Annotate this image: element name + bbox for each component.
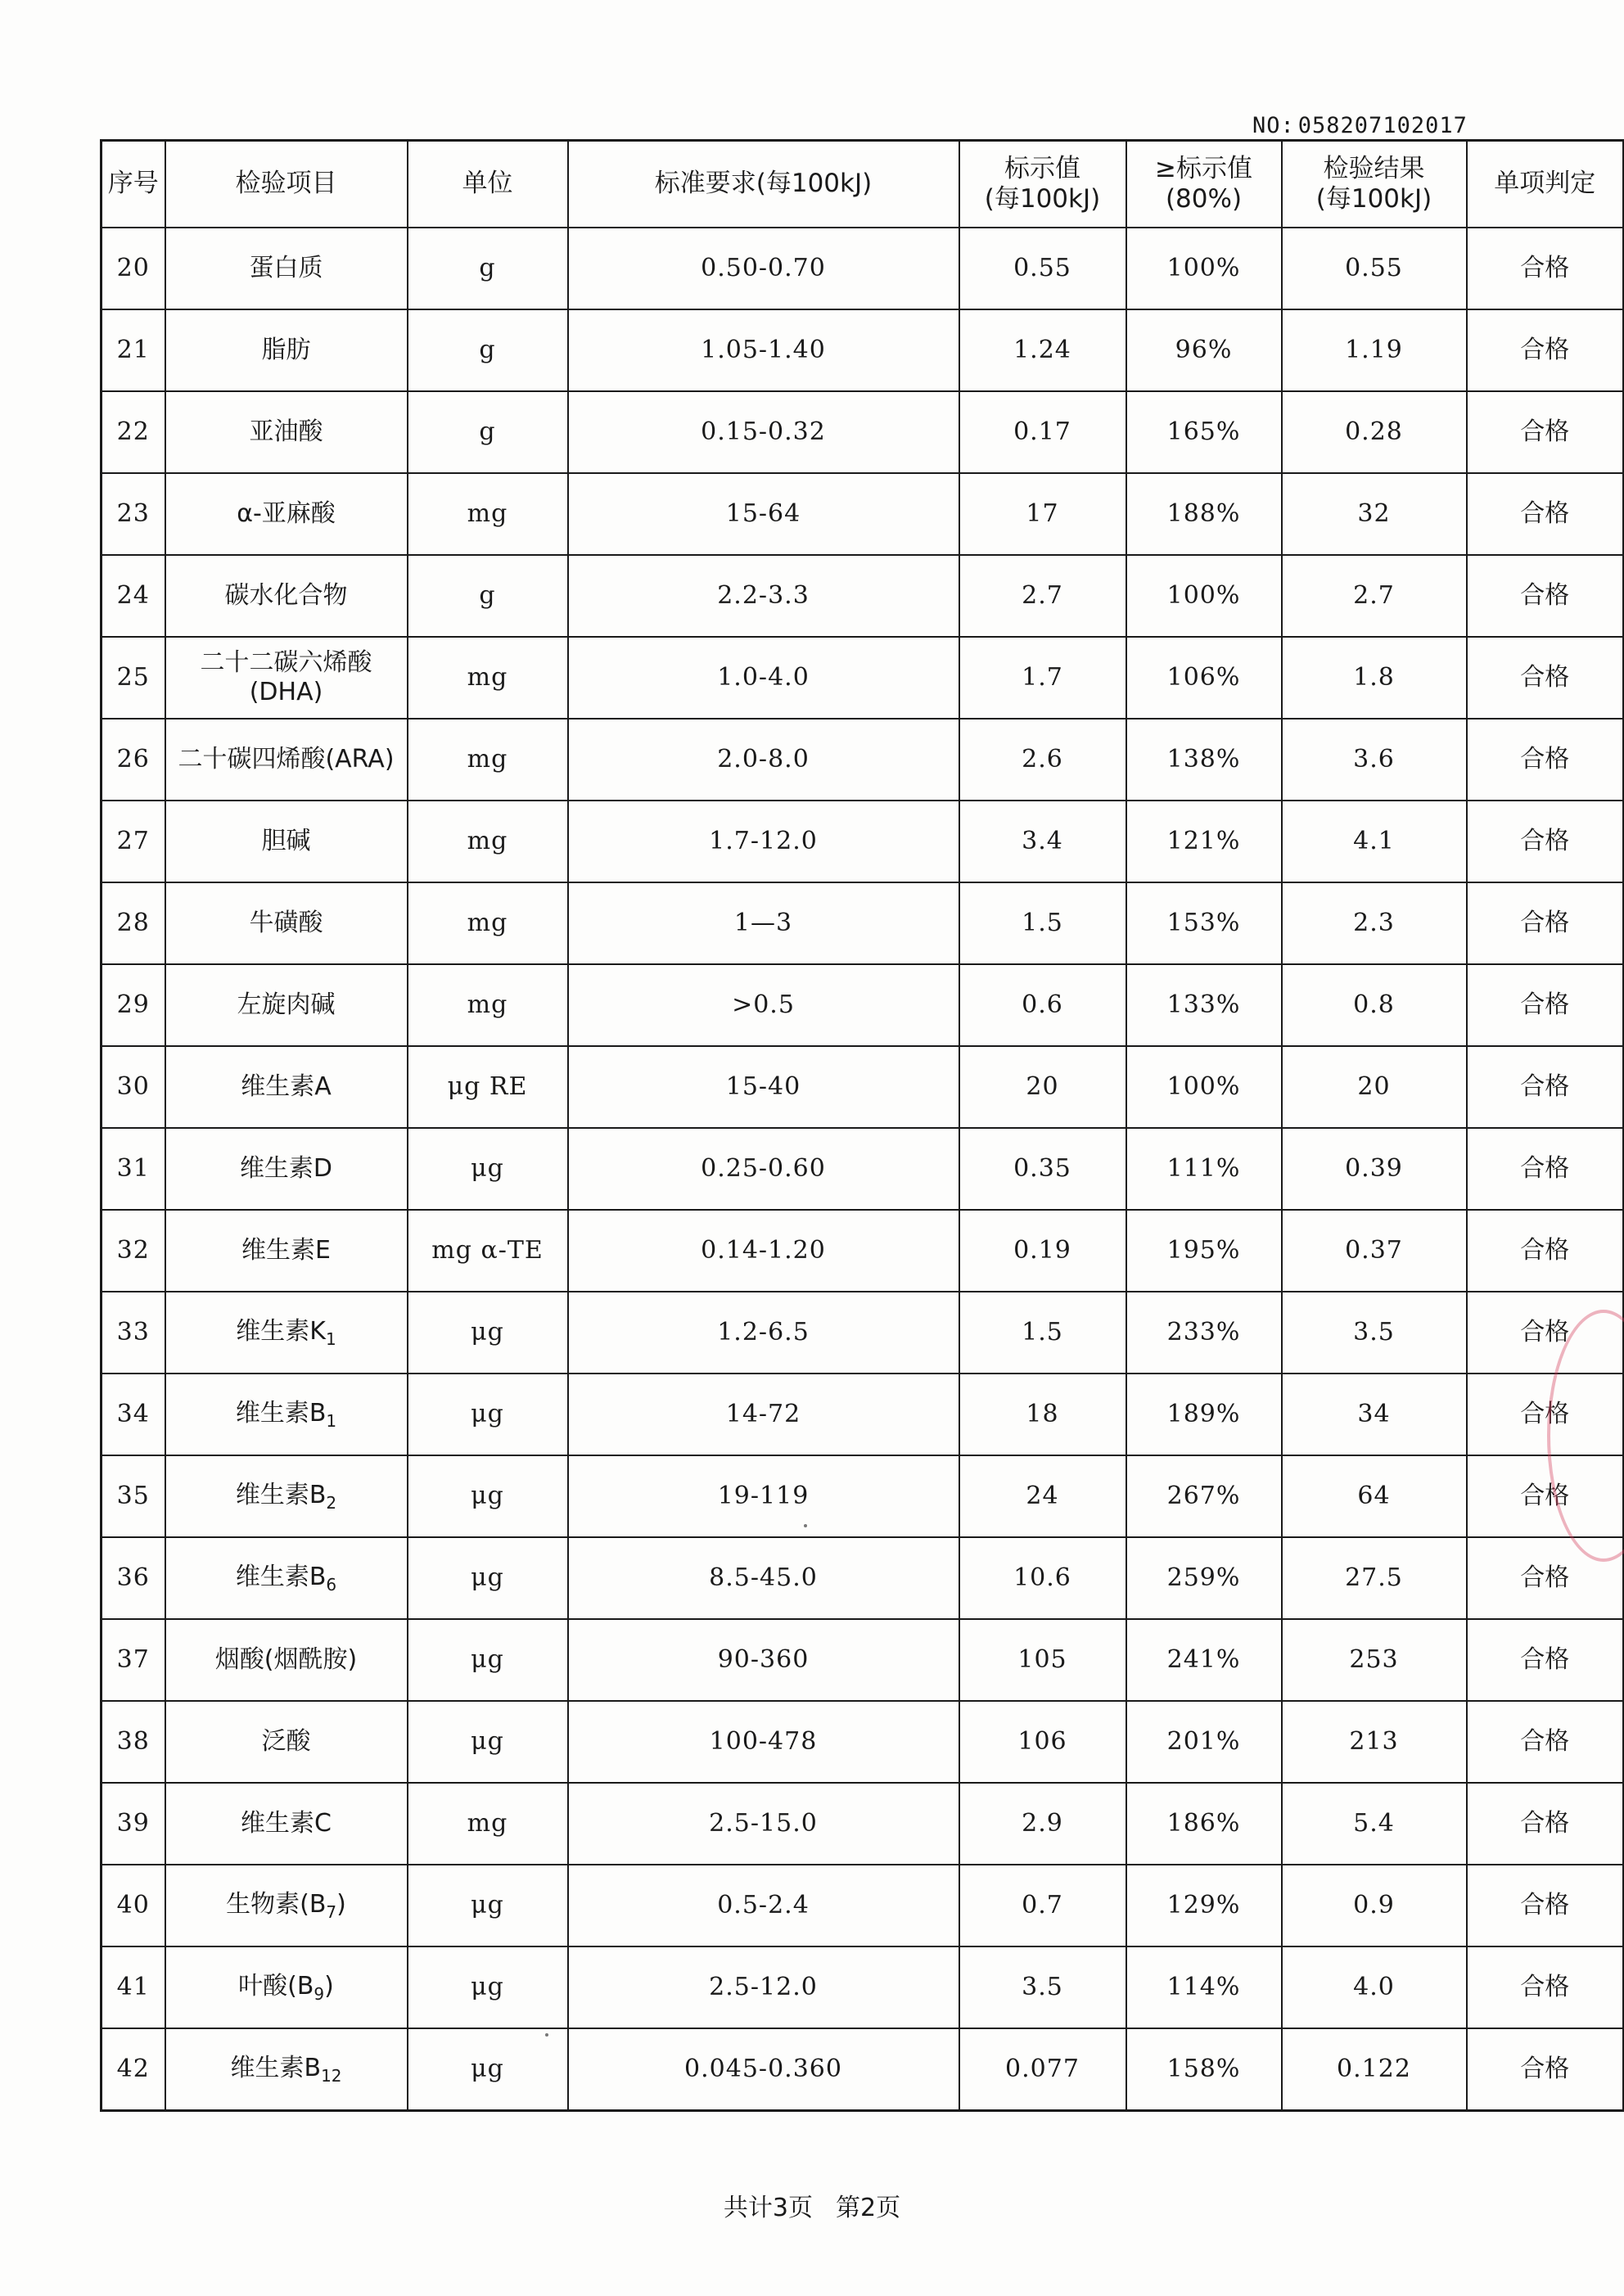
cell-result: 34 xyxy=(1282,1374,1467,1455)
cell-result: 0.122 xyxy=(1282,2028,1467,2111)
item-name: 烟酸(烟酰胺) xyxy=(214,1645,358,1674)
cell-seq: 31 xyxy=(102,1128,165,1210)
cell-standard: 0.5-2.4 xyxy=(568,1865,959,1946)
cell-seq: 26 xyxy=(102,719,165,801)
cell-unit: μg xyxy=(408,1455,568,1537)
table-row xyxy=(102,637,1624,719)
table-row xyxy=(102,1946,1624,2028)
table-row xyxy=(102,473,1624,555)
cell-standard: 100-478 xyxy=(568,1701,959,1783)
item-name: 维生素E xyxy=(241,1236,331,1265)
cell-result: 4.0 xyxy=(1282,1946,1467,2028)
header-label-value-line1: 标示值 xyxy=(1004,153,1080,183)
cell-item xyxy=(165,1537,408,1619)
cell-label-value: 20 xyxy=(959,1046,1126,1128)
item-name: 维生素B xyxy=(230,2053,322,2082)
cell-seq: 25 xyxy=(102,637,165,719)
cell-label-value: 0.55 xyxy=(959,228,1126,309)
cell-standard: 8.5-45.0 xyxy=(568,1537,959,1619)
table-row xyxy=(102,1374,1624,1455)
cell-label-value: 105 xyxy=(959,1619,1126,1701)
cell-result: 27.5 xyxy=(1282,1537,1467,1619)
cell-unit: μg xyxy=(408,1865,568,1946)
cell-seq: 27 xyxy=(102,801,165,882)
report-number xyxy=(1252,113,1468,138)
cell-percent: 201% xyxy=(1126,1701,1282,1783)
cell-unit: μg xyxy=(408,1537,568,1619)
cell-result: 0.37 xyxy=(1282,1210,1467,1292)
cell-label-value: 2.6 xyxy=(959,719,1126,801)
header-percent-line1: ≥标示值 xyxy=(1155,153,1252,183)
cell-result: 4.1 xyxy=(1282,801,1467,882)
table-row xyxy=(102,1455,1624,1537)
item-name: 维生素A xyxy=(241,1072,332,1101)
table-row xyxy=(102,228,1624,309)
header-label-value-line2: (每100kJ) xyxy=(984,184,1101,214)
cell-percent: 100% xyxy=(1126,228,1282,309)
cell-standard: 1.05-1.40 xyxy=(568,309,959,391)
cell-standard: 1.7-12.0 xyxy=(568,801,959,882)
item-name: 叶酸(B xyxy=(238,1971,314,2001)
table-row xyxy=(102,555,1624,637)
cell-label-value: 1.24 xyxy=(959,309,1126,391)
item-name: 脂肪 xyxy=(261,336,311,364)
cell-label-value: 24 xyxy=(959,1455,1126,1537)
cell-item xyxy=(165,1128,408,1210)
cell-judgment: 合格 xyxy=(1467,555,1624,637)
cell-standard: 90-360 xyxy=(568,1619,959,1701)
cell-seq: 34 xyxy=(102,1374,165,1455)
cell-unit: μg xyxy=(408,2028,568,2111)
cell-item xyxy=(165,2028,408,2111)
cell-seq: 30 xyxy=(102,1046,165,1128)
cell-unit: g xyxy=(408,228,568,309)
cell-item xyxy=(165,1455,408,1537)
cell-seq: 23 xyxy=(102,473,165,555)
cell-percent: 138% xyxy=(1126,719,1282,801)
cell-standard: 19-119 xyxy=(568,1455,959,1537)
cell-result: 2.3 xyxy=(1282,882,1467,964)
item-name: 牛磺酸 xyxy=(249,909,323,937)
cell-result: 20 xyxy=(1282,1046,1467,1128)
cell-item xyxy=(165,1701,408,1783)
cell-judgment: 合格 xyxy=(1467,1701,1624,1783)
cell-standard: 14-72 xyxy=(568,1374,959,1455)
table-row xyxy=(102,1701,1624,1783)
cell-percent: 241% xyxy=(1126,1619,1282,1701)
cell-seq: 38 xyxy=(102,1701,165,1783)
cell-result: 5.4 xyxy=(1282,1783,1467,1865)
cell-unit: mg xyxy=(408,637,568,719)
cell-result: 1.19 xyxy=(1282,309,1467,391)
item-name: 左旋肉碱 xyxy=(237,990,336,1019)
header-label-value xyxy=(959,141,1126,228)
header-judgment: 单项判定 xyxy=(1467,141,1624,228)
cell-judgment: 合格 xyxy=(1467,1292,1624,1374)
item-name: 泛酸 xyxy=(261,1727,311,1756)
cell-unit: mg xyxy=(408,882,568,964)
cell-judgment: 合格 xyxy=(1467,228,1624,309)
report-number-value: 058207102017 xyxy=(1297,113,1468,138)
cell-standard: 0.50-0.70 xyxy=(568,228,959,309)
cell-seq: 22 xyxy=(102,391,165,473)
item-name: 维生素K xyxy=(236,1316,326,1346)
cell-standard: 15-64 xyxy=(568,473,959,555)
cell-label-value: 0.17 xyxy=(959,391,1126,473)
header-result-line1: 检验结果 xyxy=(1323,153,1425,183)
cell-item xyxy=(165,309,408,391)
cell-judgment: 合格 xyxy=(1467,1946,1624,2028)
cell-item xyxy=(165,1619,408,1701)
cell-unit: mg xyxy=(408,964,568,1046)
cell-unit: mg α-TE xyxy=(408,1210,568,1292)
item-name: 维生素D xyxy=(239,1154,333,1183)
cell-standard: 2.5-15.0 xyxy=(568,1783,959,1865)
cell-percent: 153% xyxy=(1126,882,1282,964)
cell-item xyxy=(165,801,408,882)
cell-result: 0.9 xyxy=(1282,1865,1467,1946)
cell-judgment: 合格 xyxy=(1467,882,1624,964)
cell-standard: 2.5-12.0 xyxy=(568,1946,959,2028)
cell-judgment: 合格 xyxy=(1467,1619,1624,1701)
cell-percent: 96% xyxy=(1126,309,1282,391)
table-row xyxy=(102,1210,1624,1292)
table-row xyxy=(102,391,1624,473)
item-name: 亚油酸 xyxy=(249,417,323,446)
cell-label-value: 3.4 xyxy=(959,801,1126,882)
cell-result: 0.55 xyxy=(1282,228,1467,309)
header-standard: 标准要求(每100kJ) xyxy=(568,141,959,228)
table-row xyxy=(102,309,1624,391)
cell-percent: 106% xyxy=(1126,637,1282,719)
cell-percent: 100% xyxy=(1126,1046,1282,1128)
item-subscript: 6 xyxy=(326,1574,337,1595)
cell-result: 253 xyxy=(1282,1619,1467,1701)
cell-judgment: 合格 xyxy=(1467,2028,1624,2111)
header-result xyxy=(1282,141,1467,228)
cell-judgment: 合格 xyxy=(1467,391,1624,473)
cell-seq: 28 xyxy=(102,882,165,964)
cell-judgment: 合格 xyxy=(1467,309,1624,391)
cell-standard: 1.0-4.0 xyxy=(568,637,959,719)
cell-seq: 42 xyxy=(102,2028,165,2111)
cell-judgment: 合格 xyxy=(1467,1865,1624,1946)
cell-judgment: 合格 xyxy=(1467,473,1624,555)
cell-item xyxy=(165,637,408,719)
nutrition-test-table xyxy=(100,139,1624,2112)
table-row xyxy=(102,719,1624,801)
cell-seq: 41 xyxy=(102,1946,165,2028)
footer-current-page: 第2页 xyxy=(836,2194,901,2222)
cell-unit: μg xyxy=(408,1619,568,1701)
cell-result: 0.28 xyxy=(1282,391,1467,473)
cell-seq: 20 xyxy=(102,228,165,309)
cell-result: 32 xyxy=(1282,473,1467,555)
item-name: 碳水化合物 xyxy=(224,581,348,610)
cell-standard: 2.0-8.0 xyxy=(568,719,959,801)
cell-percent: 186% xyxy=(1126,1783,1282,1865)
cell-standard: 0.15-0.32 xyxy=(568,391,959,473)
cell-result: 3.6 xyxy=(1282,719,1467,801)
cell-unit: mg xyxy=(408,801,568,882)
table-row xyxy=(102,1537,1624,1619)
cell-unit: g xyxy=(408,391,568,473)
item-subscript: 2 xyxy=(326,1492,337,1513)
report-number-label: NO: xyxy=(1252,113,1295,138)
cell-judgment: 合格 xyxy=(1467,1046,1624,1128)
item-subscript: 7 xyxy=(326,1901,337,1922)
cell-item xyxy=(165,1783,408,1865)
cell-label-value: 2.9 xyxy=(959,1783,1126,1865)
scan-speck xyxy=(545,2033,548,2037)
cell-standard: >0.5 xyxy=(568,964,959,1046)
cell-result: 3.5 xyxy=(1282,1292,1467,1374)
cell-judgment: 合格 xyxy=(1467,801,1624,882)
table-row xyxy=(102,2028,1624,2111)
table-row xyxy=(102,1292,1624,1374)
table-row xyxy=(102,1783,1624,1865)
cell-unit: g xyxy=(408,555,568,637)
cell-item xyxy=(165,473,408,555)
cell-item xyxy=(165,228,408,309)
cell-result: 1.8 xyxy=(1282,637,1467,719)
cell-percent: 233% xyxy=(1126,1292,1282,1374)
cell-label-value: 10.6 xyxy=(959,1537,1126,1619)
cell-percent: 111% xyxy=(1126,1128,1282,1210)
item-subscript: 1 xyxy=(326,1410,337,1431)
cell-percent: 188% xyxy=(1126,473,1282,555)
table-row xyxy=(102,964,1624,1046)
cell-standard: 0.14-1.20 xyxy=(568,1210,959,1292)
cell-unit: mg xyxy=(408,473,568,555)
item-name: 二十碳四烯酸(ARA) xyxy=(178,745,395,774)
cell-seq: 21 xyxy=(102,309,165,391)
cell-percent: 129% xyxy=(1126,1865,1282,1946)
cell-percent: 133% xyxy=(1126,964,1282,1046)
item-subscript: 1 xyxy=(325,1328,336,1349)
item-name: 胆碱 xyxy=(261,827,311,855)
item-name: 生物素(B xyxy=(226,1889,327,1919)
page-footer xyxy=(0,2187,1624,2223)
header-percent xyxy=(1126,141,1282,228)
table-row xyxy=(102,1128,1624,1210)
item-name-tail: ) xyxy=(324,1971,334,2001)
cell-label-value: 0.6 xyxy=(959,964,1126,1046)
cell-label-value: 0.19 xyxy=(959,1210,1126,1292)
cell-unit: μg xyxy=(408,1292,568,1374)
cell-percent: 259% xyxy=(1126,1537,1282,1619)
cell-item xyxy=(165,555,408,637)
cell-standard: 1—3 xyxy=(568,882,959,964)
cell-standard: 0.045-0.360 xyxy=(568,2028,959,2111)
cell-seq: 33 xyxy=(102,1292,165,1374)
cell-judgment: 合格 xyxy=(1467,1374,1624,1455)
cell-unit: μg RE xyxy=(408,1046,568,1128)
table-body xyxy=(102,228,1624,2111)
item-name: 维生素B xyxy=(235,1562,327,1591)
cell-standard: 2.2-3.3 xyxy=(568,555,959,637)
cell-item xyxy=(165,882,408,964)
cell-seq: 40 xyxy=(102,1865,165,1946)
header-percent-line2: (80%) xyxy=(1165,184,1243,214)
header-item: 检验项目 xyxy=(165,141,408,228)
cell-unit: μg xyxy=(408,1701,568,1783)
cell-judgment: 合格 xyxy=(1467,964,1624,1046)
table-row xyxy=(102,882,1624,964)
cell-result: 0.39 xyxy=(1282,1128,1467,1210)
cell-standard: 1.2-6.5 xyxy=(568,1292,959,1374)
cell-unit: g xyxy=(408,309,568,391)
cell-item xyxy=(165,1374,408,1455)
cell-standard: 0.25-0.60 xyxy=(568,1128,959,1210)
cell-seq: 35 xyxy=(102,1455,165,1537)
item-name: 维生素B xyxy=(235,1480,327,1509)
cell-label-value: 18 xyxy=(959,1374,1126,1455)
cell-seq: 36 xyxy=(102,1537,165,1619)
header-result-line2: (每100kJ) xyxy=(1315,184,1432,214)
cell-item xyxy=(165,1946,408,2028)
cell-seq: 29 xyxy=(102,964,165,1046)
scan-speck xyxy=(804,1524,807,1527)
item-name-line2: (DHA) xyxy=(249,678,323,706)
table-row xyxy=(102,1046,1624,1128)
cell-label-value: 3.5 xyxy=(959,1946,1126,2028)
cell-item xyxy=(165,391,408,473)
cell-unit: μg xyxy=(408,1374,568,1455)
cell-label-value: 1.7 xyxy=(959,637,1126,719)
cell-result: 64 xyxy=(1282,1455,1467,1537)
cell-judgment: 合格 xyxy=(1467,1537,1624,1619)
cell-item xyxy=(165,1865,408,1946)
cell-label-value: 0.7 xyxy=(959,1865,1126,1946)
cell-unit: μg xyxy=(408,1946,568,2028)
cell-judgment: 合格 xyxy=(1467,1128,1624,1210)
footer-total-pages: 共计3页 xyxy=(723,2194,813,2222)
cell-seq: 37 xyxy=(102,1619,165,1701)
cell-item xyxy=(165,1046,408,1128)
item-subscript: 9 xyxy=(314,1983,325,2004)
cell-percent: 189% xyxy=(1126,1374,1282,1455)
cell-standard: 15-40 xyxy=(568,1046,959,1128)
cell-unit: mg xyxy=(408,719,568,801)
header-unit: 单位 xyxy=(408,141,568,228)
cell-percent: 165% xyxy=(1126,391,1282,473)
header-seq: 序号 xyxy=(102,141,165,228)
item-name: 蛋白质 xyxy=(249,254,323,282)
item-name-tail: ) xyxy=(336,1889,346,1919)
item-subscript: 12 xyxy=(321,2065,342,2086)
cell-item xyxy=(165,964,408,1046)
cell-percent: 114% xyxy=(1126,1946,1282,2028)
cell-judgment: 合格 xyxy=(1467,1210,1624,1292)
table-header-row xyxy=(102,141,1624,228)
cell-judgment: 合格 xyxy=(1467,1783,1624,1865)
cell-label-value: 0.077 xyxy=(959,2028,1126,2111)
cell-percent: 121% xyxy=(1126,801,1282,882)
item-name: 维生素B xyxy=(235,1398,327,1428)
cell-result: 0.8 xyxy=(1282,964,1467,1046)
cell-result: 213 xyxy=(1282,1701,1467,1783)
cell-label-value: 1.5 xyxy=(959,1292,1126,1374)
cell-item xyxy=(165,1292,408,1374)
cell-percent: 100% xyxy=(1126,555,1282,637)
cell-unit: μg xyxy=(408,1128,568,1210)
cell-item xyxy=(165,1210,408,1292)
cell-percent: 267% xyxy=(1126,1455,1282,1537)
table-row xyxy=(102,1865,1624,1946)
cell-result: 2.7 xyxy=(1282,555,1467,637)
cell-judgment: 合格 xyxy=(1467,719,1624,801)
cell-seq: 24 xyxy=(102,555,165,637)
cell-item xyxy=(165,719,408,801)
cell-label-value: 1.5 xyxy=(959,882,1126,964)
cell-judgment: 合格 xyxy=(1467,637,1624,719)
cell-percent: 158% xyxy=(1126,2028,1282,2111)
cell-label-value: 17 xyxy=(959,473,1126,555)
cell-judgment: 合格 xyxy=(1467,1455,1624,1537)
cell-percent: 195% xyxy=(1126,1210,1282,1292)
cell-seq: 39 xyxy=(102,1783,165,1865)
cell-label-value: 2.7 xyxy=(959,555,1126,637)
item-name: 维生素C xyxy=(241,1809,332,1838)
table-row xyxy=(102,801,1624,882)
item-name: 二十二碳六烯酸 xyxy=(200,648,372,677)
cell-label-value: 106 xyxy=(959,1701,1126,1783)
cell-label-value: 0.35 xyxy=(959,1128,1126,1210)
cell-seq: 32 xyxy=(102,1210,165,1292)
item-name: α-亚麻酸 xyxy=(237,499,336,528)
cell-unit: mg xyxy=(408,1783,568,1865)
table-row xyxy=(102,1619,1624,1701)
